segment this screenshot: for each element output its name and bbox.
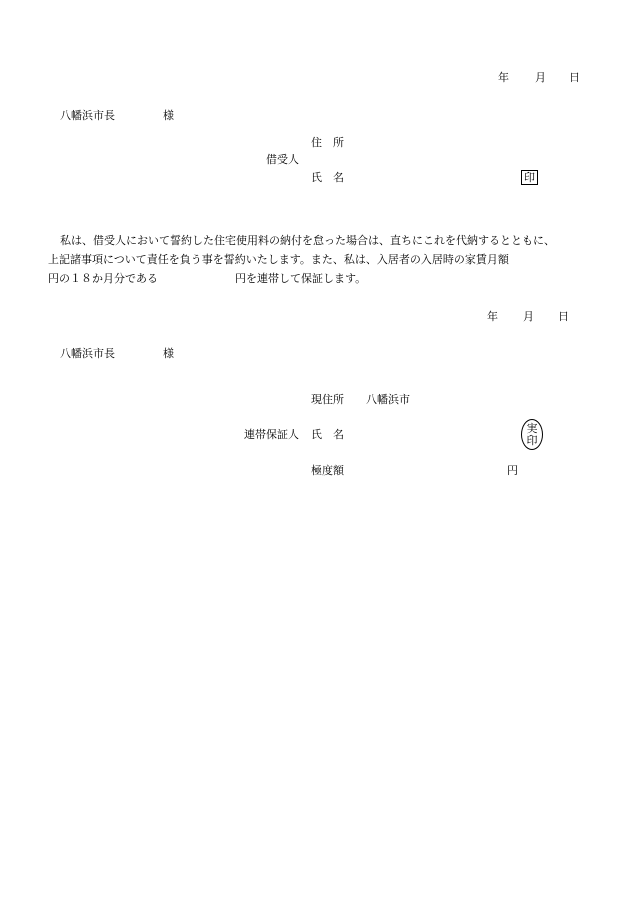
date1-day-label: 日: [569, 71, 580, 84]
date2-month-label: 月: [523, 310, 534, 323]
addressee1-honorific: 様: [163, 109, 174, 122]
guarantor-seal-icon: [521, 419, 543, 450]
borrower-address-label: 住 所: [311, 136, 344, 149]
body-line3b: 円を連帯して保証します。: [235, 272, 367, 285]
guarantor-seal-line1: 実: [526, 421, 538, 435]
borrower-name-label: 氏 名: [311, 171, 344, 184]
date2-day-label: 日: [558, 310, 569, 323]
guarantor-seal-line2: 印: [526, 433, 538, 447]
addressee1-name: 八幡浜市長: [60, 109, 115, 122]
addressee2-honorific: 様: [163, 347, 174, 360]
date1-month-label: 月: [535, 71, 546, 84]
guarantor-limit-unit: 円: [507, 464, 518, 477]
guarantor-limit-label: 極度額: [311, 464, 344, 477]
date1-year-label: 年: [498, 71, 509, 84]
date2-year-label: 年: [487, 310, 498, 323]
body-line2: 上記諸事項について責任を負う事を誓約いたします。また、私は、入居者の入居時の家賃月額: [48, 253, 509, 266]
guarantor-address-value: 八幡浜市: [366, 393, 410, 406]
guarantor-address-label: 現住所: [311, 393, 344, 406]
borrower-role-label: 借受人: [266, 153, 299, 166]
guarantor-role-label: 連帯保証人: [244, 428, 299, 441]
body-line1: 私は、借受人において誓約した住宅使用料の納付を怠った場合は、直ちにこれを代納するとともに、: [60, 234, 555, 247]
guarantor-name-label: 氏 名: [311, 428, 344, 441]
borrower-seal-text: 印: [524, 171, 535, 184]
borrower-seal-icon: [521, 170, 538, 185]
body-line3a: 円の１８か月分である: [48, 272, 158, 285]
addressee2-name: 八幡浜市長: [60, 347, 115, 360]
